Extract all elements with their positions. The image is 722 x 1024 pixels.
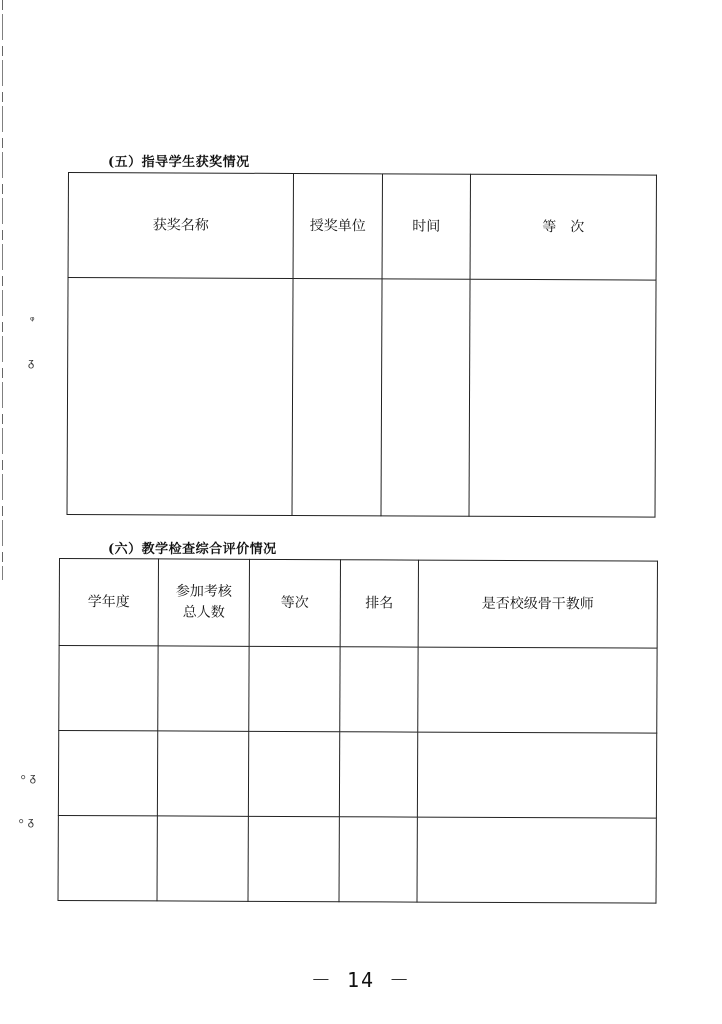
table-cell[interactable] bbox=[417, 732, 656, 818]
table-cell[interactable] bbox=[292, 278, 382, 515]
table-header-row bbox=[59, 559, 657, 649]
table-row bbox=[59, 646, 657, 734]
column-header-line: 参加考核 bbox=[175, 583, 232, 600]
table-row bbox=[67, 278, 656, 518]
table-header-row bbox=[68, 173, 656, 281]
scan-speck: ᵠ bbox=[30, 314, 35, 327]
table-cell[interactable] bbox=[249, 646, 340, 731]
table-cell[interactable] bbox=[58, 731, 157, 816]
column-header-total-participants bbox=[158, 559, 249, 646]
table-cell[interactable] bbox=[381, 279, 470, 516]
table-cell[interactable] bbox=[339, 732, 417, 817]
scan-speck: ⸰ ᵹ bbox=[18, 815, 34, 828]
column-header-backbone-teacher: 是否校级骨干教师 bbox=[418, 560, 657, 648]
section-title-teaching-evaluation: (六）教学检查综合评价情况 bbox=[108, 542, 277, 557]
table-cell[interactable] bbox=[418, 647, 657, 733]
column-header-rank: 排名 bbox=[340, 560, 418, 647]
table-cell[interactable] bbox=[469, 279, 656, 517]
teaching-evaluation-table bbox=[58, 558, 658, 904]
column-header-academic-year: 学年度 bbox=[59, 559, 158, 646]
student-awards-table bbox=[67, 172, 657, 518]
table-cell[interactable] bbox=[59, 646, 158, 731]
table-cell[interactable] bbox=[67, 278, 293, 516]
section-title-student-awards: (五）指导学生获奖情况 bbox=[108, 155, 250, 170]
table-cell[interactable] bbox=[417, 817, 656, 903]
scan-binding-artifact bbox=[2, 0, 3, 580]
scan-speck: ᵹ bbox=[28, 356, 35, 369]
column-header-award-name: 获奖名称 bbox=[68, 173, 293, 279]
table-cell[interactable] bbox=[157, 816, 248, 901]
table-row bbox=[58, 731, 656, 819]
table-cell[interactable] bbox=[339, 817, 417, 902]
column-header-grade: 等次 bbox=[249, 559, 340, 646]
table-cell[interactable] bbox=[248, 816, 339, 901]
table-row bbox=[58, 815, 656, 903]
table-cell[interactable] bbox=[157, 731, 248, 816]
table-cell[interactable] bbox=[58, 815, 157, 900]
column-header-awarding-unit: 授奖单位 bbox=[293, 173, 382, 278]
scan-speck: ⸰ ᵹ bbox=[20, 771, 36, 784]
page-number: － 14 － bbox=[310, 968, 412, 992]
column-header-line: 总人数 bbox=[182, 604, 225, 621]
column-header-grade: 等 次 bbox=[470, 174, 656, 280]
column-header-time: 时间 bbox=[382, 174, 470, 279]
table-cell[interactable] bbox=[248, 731, 339, 816]
table-cell[interactable] bbox=[340, 647, 418, 732]
table-cell[interactable] bbox=[158, 646, 249, 731]
